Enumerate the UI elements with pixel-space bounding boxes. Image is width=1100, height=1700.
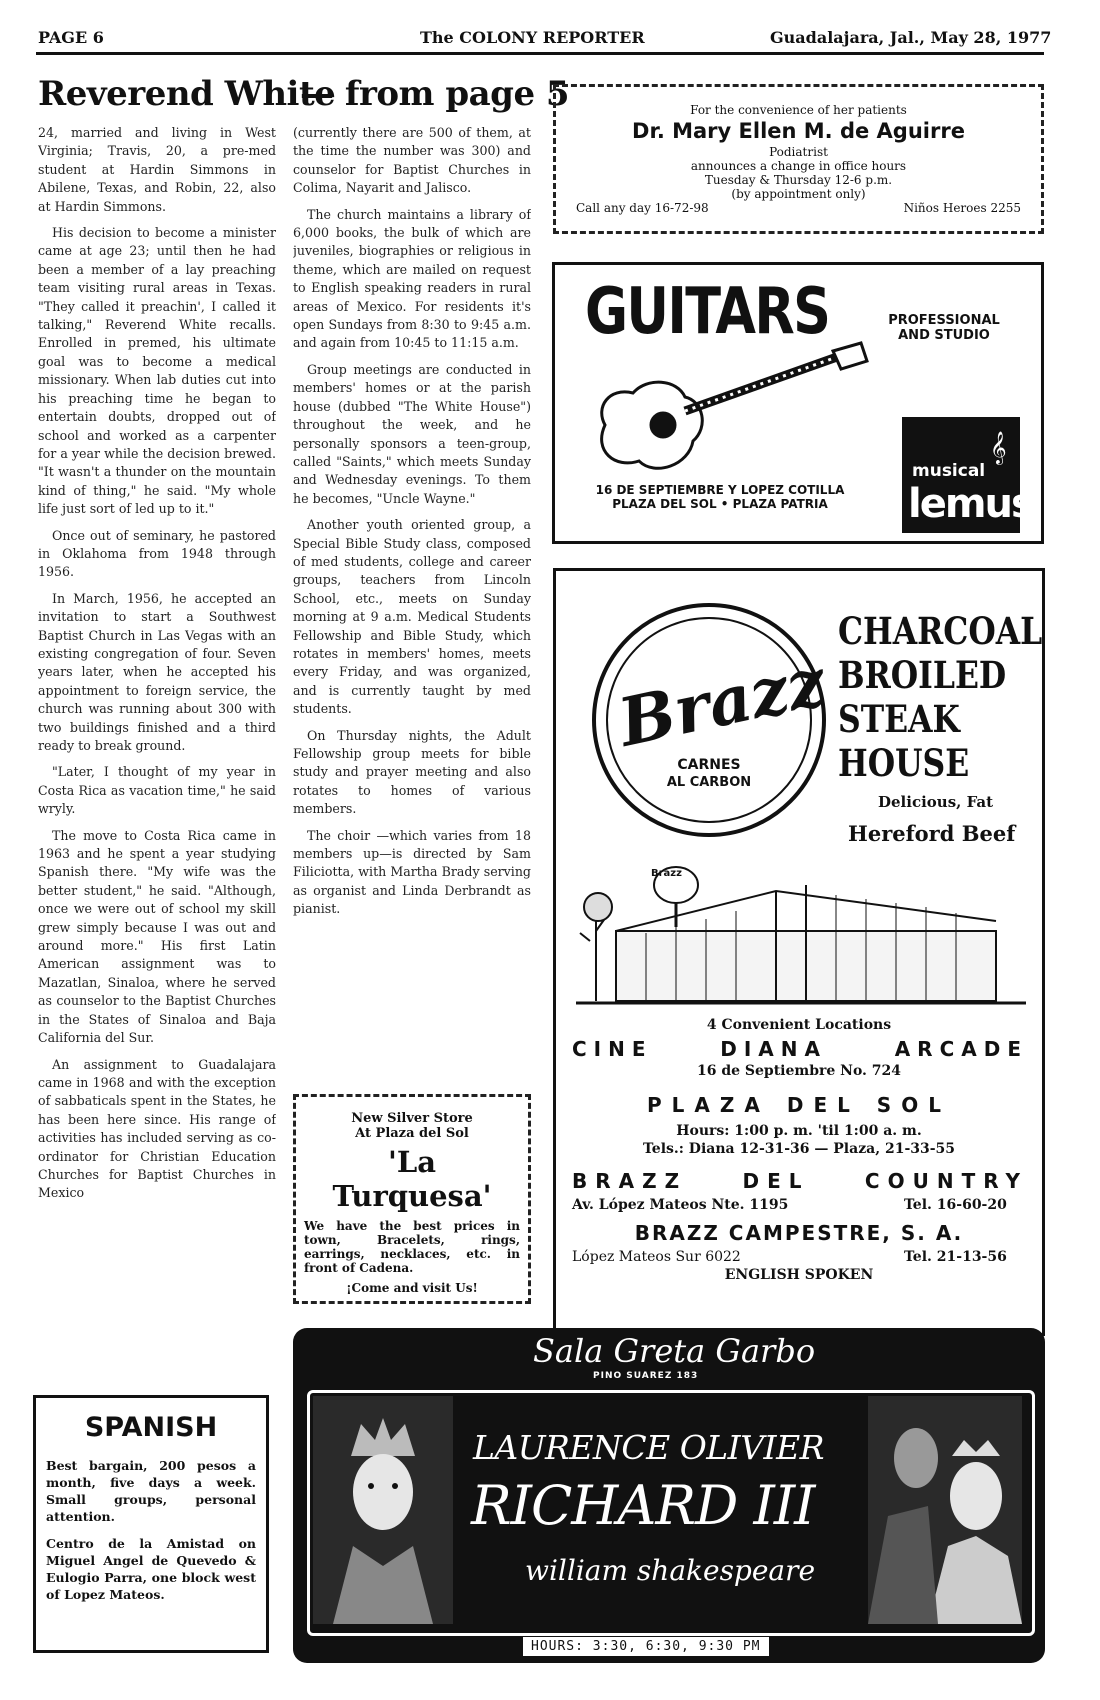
paragraph: "Later, I thought of my year in Costa Rica as vacation time," he said wryly. <box>38 764 276 817</box>
headline-left: Reverend White <box>38 74 336 114</box>
paragraph: The church maintains a library of 6,000 books, the bulk of which are juveniles, biographies or religious in theme, which are mailed on request to English speaking readers in rural areas of Mexico. For residents it's open Sundays from 8:30 to 9:45 a.m. and again from 10:45 to 11:15 a.m. <box>293 206 531 351</box>
paragraph: His decision to become a minister came at age 23; until then he had been a member of a lay preaching team visiting rural areas in Texas. "They called it preachin', I called it talking," Reverend White recalls. Enrolled in premed, his ultimate goal was to become a medical missionary. When lab duties cut into his preaching time he began to entertain doubts, dropped out of school and worked as a carpenter for a year while the decision brewed. "It wasn't a thunder on the mountain kind of thing," he said. "My whole life just sort of led up to it." <box>38 225 276 517</box>
restaurant-building-image <box>576 861 1026 1011</box>
guitar-icon <box>585 337 875 487</box>
turquesa-body: We have the best prices in town, Bracelets, rings, earrings, necklaces, etc. in front of Cadena. <box>304 1219 520 1275</box>
header-rule <box>36 52 1044 55</box>
cinema-hours: HOURS: 3:30, 6:30, 9:30 PM <box>523 1637 769 1656</box>
brazz-location-1-address: 16 de Septiembre No. 724 <box>696 1063 902 1079</box>
newspaper-name: The COLONY REPORTER <box>420 28 645 47</box>
brazz-ad <box>553 568 1045 1336</box>
paragraph: The move to Costa Rica came in 1963 and he spent a year studying Spanish there. "My wife was the better student," he said. "Although, once we were out of school my skill grew simply because I was out and around more." His first Latin American assignment was to Mazatlan, Sinaloa, where he served as counselor to the Baptist Churches in the States of Sinaloa and Baja California del Sur. <box>38 827 276 1046</box>
paragraph: 24, married and living in West Virginia; Travis, 20, a pre-med student at Hardin Simmons in Abilene, Texas, and Robin, 22, also at Hardin Simmons. <box>38 125 276 214</box>
couple-portrait-image <box>868 1396 1022 1624</box>
article-column-2 <box>293 124 531 1084</box>
brazz-location-1: CINE DIANA ARCADE <box>572 1037 1028 1061</box>
page-number: PAGE 6 <box>38 28 104 47</box>
doctor-address: Niños Heroes 2255 <box>903 201 1021 215</box>
doctor-announcement: announces a change in office hours <box>690 159 907 173</box>
turquesa-cta: ¡Come and visit Us! <box>346 1281 478 1295</box>
cinema-film-title: RICHARD III <box>471 1474 815 1537</box>
doctor-phone: Call any day 16-72-98 <box>576 201 709 215</box>
turquesa-name: 'La Turquesa' <box>332 1145 492 1213</box>
brazz-location-2: PLAZA DEL SOL <box>647 1093 951 1117</box>
cinema-venue: Sala Greta Garbo <box>533 1332 816 1370</box>
brazz-headline-4: HOUSE <box>838 741 970 785</box>
spanish-title: SPANISH <box>84 1412 218 1443</box>
brazz-english-spoken: ENGLISH SPOKEN <box>724 1267 874 1283</box>
brazz-location-4-phone: Tel. 21-13-56 <box>904 1249 1007 1265</box>
restaurant-sign-text: Brazz <box>651 868 682 879</box>
turquesa-ad <box>293 1094 531 1304</box>
brazz-headline-3: STEAK <box>838 697 960 741</box>
cinema-actor: LAURENCE OLIVIER <box>473 1428 825 1467</box>
turquesa-line-2: At Plaza del Sol <box>355 1126 469 1141</box>
paragraph: The choir —which varies from 18 members up—is directed by Sam Filiciotta, with Martha Brady serving as organist and Linda Derbrandt as pianist. <box>293 827 531 917</box>
brazz-location-4-address: López Mateos Sur 6022 <box>572 1249 741 1265</box>
guitars-address-1: 16 DE SEPTIEMBRE Y LOPEZ COTILLA <box>595 483 845 497</box>
lemus-logo-bottom: lemus <box>908 481 1033 527</box>
guitars-sub1: PROFESSIONAL <box>888 313 1000 328</box>
lemus-logo <box>902 417 1033 533</box>
brazz-location-4: BRAZZ CAMPESTRE, S. A. <box>634 1221 964 1245</box>
spanish-ad <box>33 1395 269 1653</box>
paragraph: (currently there are 500 of them, at the time the number was 300) and counselor for Baptist Churches in Colima, Nayarit and Jalisco. <box>293 125 531 196</box>
doctor-intro: For the convenience of her patients <box>690 103 907 117</box>
brazz-tagline-2: Hereford Beef <box>848 821 1016 846</box>
brazz-headline-2: BROILED <box>838 653 1007 697</box>
brazz-logo <box>592 603 833 837</box>
article-column-1 <box>38 124 276 1372</box>
paragraph: Another youth oriented group, a Special Bible Study class, composed of med students, college and career groups, teachers from Lincoln School, etc., meets on Sunday morning at 9 a.m. Medical Students Fellowship and Bible Study, which rotates in members' homes, meets every Friday, and was organized, and is currently taught by med students. <box>293 517 531 717</box>
spanish-address: Centro de la Amistad on Miguel Angel de Quevedo & Eulogio Parra, one block west of Lopez Mateos. <box>46 1536 256 1602</box>
dateline: Guadalajara, Jal., May 28, 1977 <box>770 28 1052 47</box>
brazz-headline-1: CHARCOAL <box>838 609 1043 653</box>
brazz-location-3-address: Av. López Mateos Nte. 1195 <box>572 1197 789 1213</box>
cinema-ad <box>293 1328 1045 1663</box>
doctor-name: Dr. Mary Ellen M. de Aguirre <box>632 119 965 143</box>
turquesa-line-1: New Silver Store <box>351 1111 473 1126</box>
brazz-logo-sub1: CARNES <box>677 757 741 773</box>
brazz-logo-text: Brazz <box>612 642 833 762</box>
guitars-title: GUITARS <box>585 275 830 349</box>
brazz-locations-title: 4 Convenient Locations <box>706 1017 892 1033</box>
doctor-ad <box>553 84 1044 234</box>
brazz-hours: Hours: 1:00 p. m. 'til 1:00 a. m. <box>676 1123 922 1139</box>
spanish-body: Best bargain, 200 pesos a month, five days a week. Small groups, personal attention. <box>46 1458 256 1524</box>
paragraph: On Thursday nights, the Adult Fellowship group meets for bible study and prayer meeting and also rotates to homes of various members. <box>293 727 531 817</box>
guitars-sub2: AND STUDIO <box>898 328 990 343</box>
doctor-title: Podiatrist <box>769 145 828 159</box>
brazz-location-3: BRAZZ DEL COUNTRY <box>572 1169 1028 1193</box>
guitars-address-2: PLAZA DEL SOL • PLAZA PATRIA <box>612 497 828 511</box>
brazz-location-3-phone: Tel. 16-60-20 <box>904 1197 1007 1213</box>
cinema-venue-address: PINO SUAREZ 183 <box>593 1371 699 1381</box>
cinema-author: william shakespeare <box>525 1554 816 1587</box>
brazz-tagline-1: Delicious, Fat <box>878 793 994 811</box>
brazz-logo-sub2: AL CARBON <box>666 775 752 790</box>
headline-right: — from page 5 <box>300 74 570 114</box>
lemus-logo-top: musical <box>912 461 986 481</box>
paragraph: In March, 1956, he accepted an invitation to start a Southwest Baptist Church in Las Vegas with an existing congregation of four. Seven years later, when he accepted his appointment to foreign service, the church was running about 300 with two buildings finished and a third ready to break ground. <box>38 590 276 753</box>
paragraph: An assignment to Guadalajara came in 1968 and with the exception of sabbaticals spent in the States, he has been here since. His range of activities has included serving as co-ordinator for Christian Education Churches for Baptist Churches in Mexico <box>38 1056 276 1201</box>
guitars-ad <box>552 262 1044 544</box>
treble-clef-icon: 𝄞 <box>990 431 1007 464</box>
paragraph: Group meetings are conducted in members' homes or at the parish house (dubbed "The White House") throughout the week, and he personally sponsors a teen-group, called "Saints," which meets Sunday and Wednesday evenings. To them he becomes, "Uncle Wayne." <box>293 361 531 506</box>
doctor-appointment: (by appointment only) <box>731 187 866 201</box>
brazz-phones: Tels.: Diana 12-31-36 — Plaza, 21-33-55 <box>642 1141 956 1157</box>
olivier-portrait-image <box>313 1396 453 1624</box>
doctor-hours: Tuesday & Thursday 12-6 p.m. <box>704 173 893 187</box>
paragraph: Once out of seminary, he pastored in Oklahoma from 1948 through 1956. <box>38 527 276 580</box>
